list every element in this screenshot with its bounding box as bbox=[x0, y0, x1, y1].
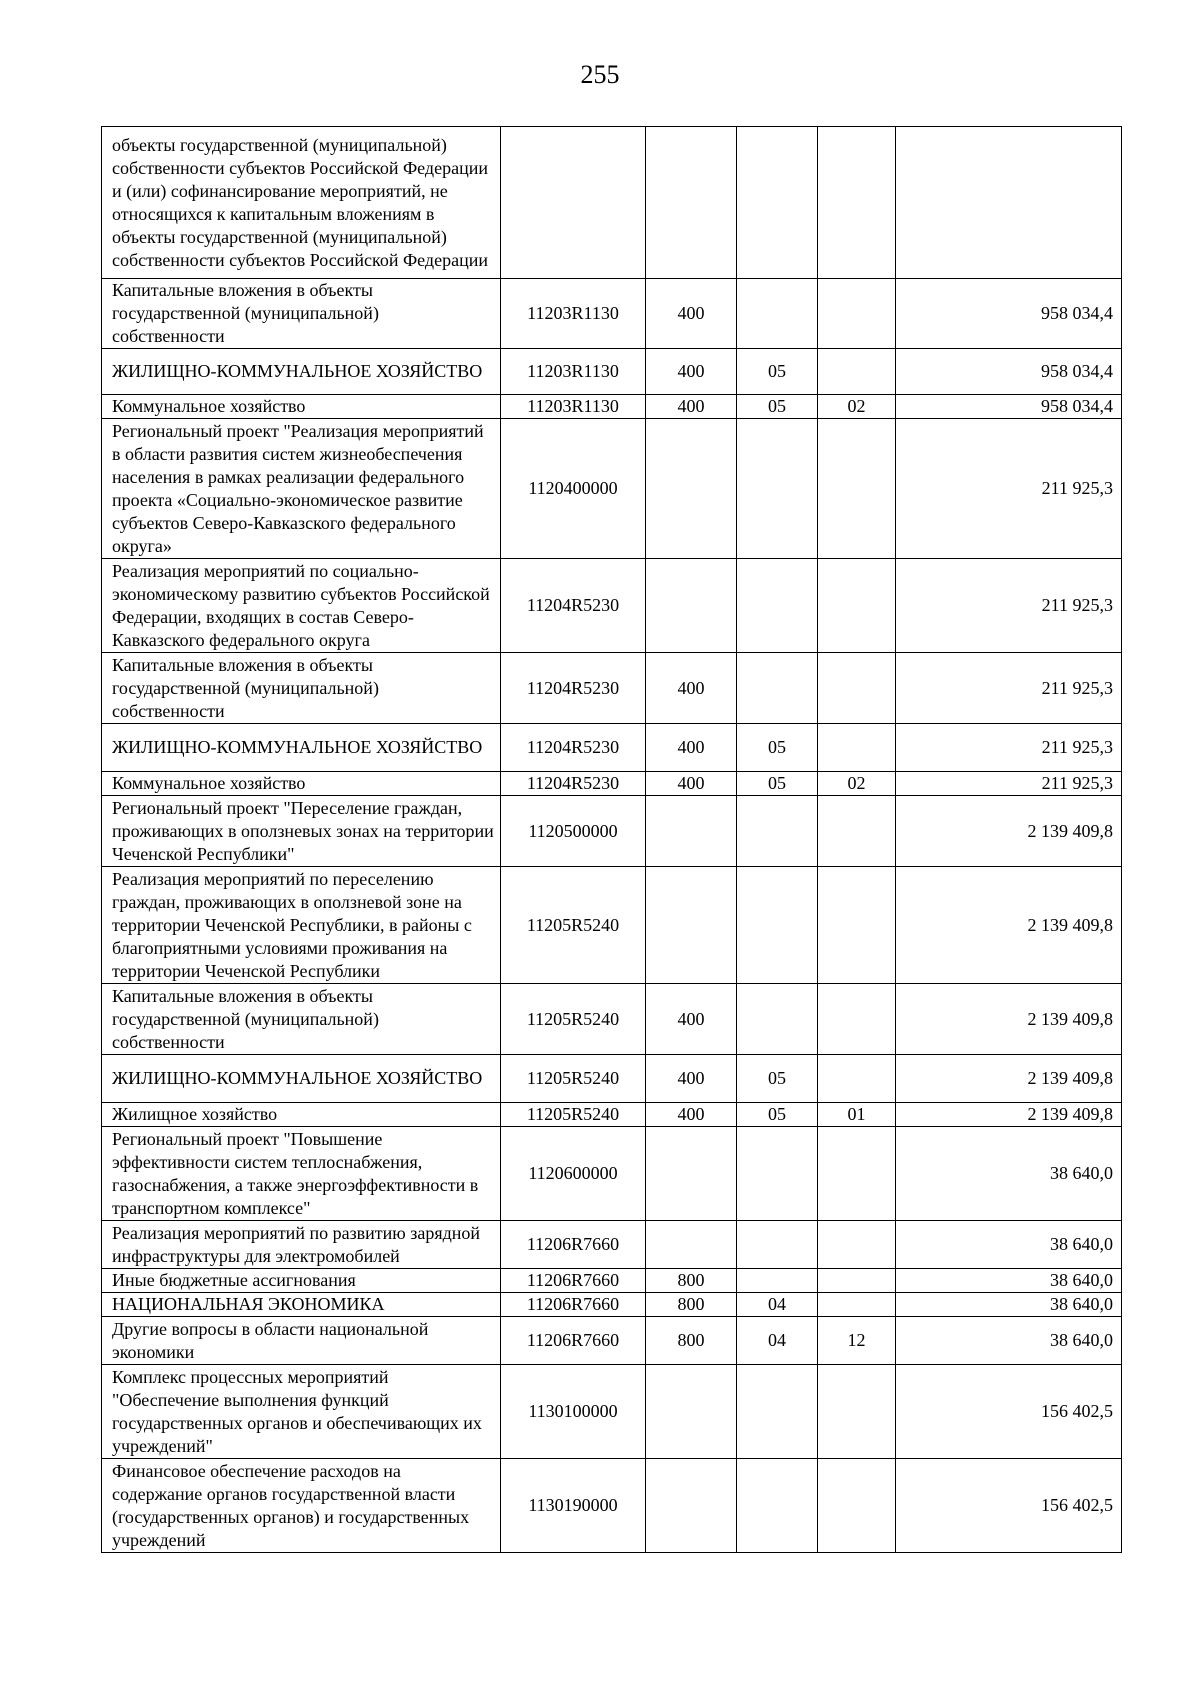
row-section bbox=[737, 1459, 818, 1553]
row-code: 11206R7660 bbox=[501, 1221, 646, 1269]
row-section bbox=[737, 1365, 818, 1459]
row-amount: 38 640,0 bbox=[896, 1221, 1122, 1269]
row-subsection bbox=[818, 1221, 896, 1269]
table-row bbox=[102, 349, 1122, 395]
row-code: 11205R5240 bbox=[501, 984, 646, 1055]
row-subsection bbox=[818, 419, 896, 559]
row-amount: 2 139 409,8 bbox=[896, 796, 1122, 867]
table-row bbox=[102, 1293, 1122, 1317]
row-name: ЖИЛИЩНО-КОММУНАЛЬНОЕ ХОЗЯЙСТВО bbox=[102, 1055, 501, 1103]
row-code: 11206R7660 bbox=[501, 1293, 646, 1317]
row-section bbox=[737, 1269, 818, 1293]
row-section: 05 bbox=[737, 724, 818, 772]
row-amount: 211 925,3 bbox=[896, 559, 1122, 653]
row-name: Комплекс процессных мероприятий "Обеспечение выполнения функций государственных органов и обеспечивающих их учреждений" bbox=[102, 1365, 501, 1459]
row-section bbox=[737, 796, 818, 867]
table-row bbox=[102, 653, 1122, 724]
row-name: Региональный проект "Повышение эффективности систем теплоснабжения, газоснабжения, а также энергоэффективности в транспортном комплексе" bbox=[102, 1127, 501, 1221]
row-code: 11205R5240 bbox=[501, 867, 646, 984]
row-amount: 211 925,3 bbox=[896, 772, 1122, 796]
row-code: 11203R1130 bbox=[501, 279, 646, 349]
row-subsection bbox=[818, 1055, 896, 1103]
row-code: 1130190000 bbox=[501, 1459, 646, 1553]
row-expense-type: 400 bbox=[646, 349, 737, 395]
row-expense-type bbox=[646, 1221, 737, 1269]
row-subsection bbox=[818, 1365, 896, 1459]
row-section bbox=[737, 419, 818, 559]
row-code: 1120400000 bbox=[501, 419, 646, 559]
table-row bbox=[102, 419, 1122, 559]
page-number: 255 bbox=[580, 60, 620, 89]
row-amount: 38 640,0 bbox=[896, 1293, 1122, 1317]
row-subsection: 02 bbox=[818, 395, 896, 419]
row-name: Коммунальное хозяйство bbox=[102, 395, 501, 419]
table-row bbox=[102, 796, 1122, 867]
row-subsection bbox=[818, 653, 896, 724]
row-subsection: 02 bbox=[818, 772, 896, 796]
row-amount: 2 139 409,8 bbox=[896, 1055, 1122, 1103]
row-subsection: 01 bbox=[818, 1103, 896, 1127]
row-subsection bbox=[818, 349, 896, 395]
row-amount: 2 139 409,8 bbox=[896, 984, 1122, 1055]
row-section: 05 bbox=[737, 1103, 818, 1127]
table-row bbox=[102, 984, 1122, 1055]
row-subsection bbox=[818, 127, 896, 279]
row-name: Капитальные вложения в объекты государственной (муниципальной) собственности bbox=[102, 653, 501, 724]
row-name: Иные бюджетные ассигнования bbox=[102, 1269, 501, 1293]
row-code: 11205R5240 bbox=[501, 1103, 646, 1127]
row-section: 05 bbox=[737, 1055, 818, 1103]
table-row bbox=[102, 1127, 1122, 1221]
row-code: 11204R5230 bbox=[501, 653, 646, 724]
row-expense-type bbox=[646, 1365, 737, 1459]
row-code: 1130100000 bbox=[501, 1365, 646, 1459]
row-subsection bbox=[818, 867, 896, 984]
row-amount: 156 402,5 bbox=[896, 1459, 1122, 1553]
row-amount: 211 925,3 bbox=[896, 724, 1122, 772]
row-code: 11204R5230 bbox=[501, 772, 646, 796]
table-row bbox=[102, 559, 1122, 653]
row-expense-type: 400 bbox=[646, 984, 737, 1055]
row-expense-type bbox=[646, 127, 737, 279]
row-code: 11203R1130 bbox=[501, 395, 646, 419]
row-section: 04 bbox=[737, 1293, 818, 1317]
row-name: Реализация мероприятий по переселению граждан, проживающих в оползневой зоне на территории Чеченской Республики, в районы с благоприятными условиями проживания на территории Чеченской Республики bbox=[102, 867, 501, 984]
row-name: Реализация мероприятий по социально-экономическому развитию субъектов Российской Федерации, входящих в состав Северо-Кавказского федерального округа bbox=[102, 559, 501, 653]
table-row bbox=[102, 1317, 1122, 1365]
row-name: ЖИЛИЩНО-КОММУНАЛЬНОЕ ХОЗЯЙСТВО bbox=[102, 349, 501, 395]
row-name: Коммунальное хозяйство bbox=[102, 772, 501, 796]
row-expense-type bbox=[646, 796, 737, 867]
row-name: Региональный проект "Переселение граждан, проживающих в оползневых зонах на территории Чеченской Республики" bbox=[102, 796, 501, 867]
row-section: 04 bbox=[737, 1317, 818, 1365]
row-section: 05 bbox=[737, 395, 818, 419]
row-name: Капитальные вложения в объекты государственной (муниципальной) собственности bbox=[102, 279, 501, 349]
budget-table-body bbox=[102, 127, 1122, 1553]
row-expense-type bbox=[646, 1459, 737, 1553]
row-amount: 38 640,0 bbox=[896, 1127, 1122, 1221]
row-amount: 2 139 409,8 bbox=[896, 1103, 1122, 1127]
row-amount bbox=[896, 127, 1122, 279]
row-code: 11203R1130 bbox=[501, 349, 646, 395]
row-name: Жилищное хозяйство bbox=[102, 1103, 501, 1127]
table-row bbox=[102, 1269, 1122, 1293]
row-name: Капитальные вложения в объекты государственной (муниципальной) собственности bbox=[102, 984, 501, 1055]
row-expense-type bbox=[646, 559, 737, 653]
row-section bbox=[737, 279, 818, 349]
table-row bbox=[102, 279, 1122, 349]
row-section: 05 bbox=[737, 349, 818, 395]
row-expense-type bbox=[646, 419, 737, 559]
row-code: 11204R5230 bbox=[501, 559, 646, 653]
table-row bbox=[102, 1221, 1122, 1269]
row-amount: 958 034,4 bbox=[896, 395, 1122, 419]
row-section bbox=[737, 653, 818, 724]
row-subsection bbox=[818, 279, 896, 349]
row-subsection: 12 bbox=[818, 1317, 896, 1365]
row-expense-type bbox=[646, 867, 737, 984]
row-section bbox=[737, 559, 818, 653]
row-amount: 958 034,4 bbox=[896, 279, 1122, 349]
row-code: 11206R7660 bbox=[501, 1269, 646, 1293]
row-section bbox=[737, 1221, 818, 1269]
row-amount: 958 034,4 bbox=[896, 349, 1122, 395]
row-name: ЖИЛИЩНО-КОММУНАЛЬНОЕ ХОЗЯЙСТВО bbox=[102, 724, 501, 772]
table-row bbox=[102, 1103, 1122, 1127]
row-name: объекты государственной (муниципальной) собственности субъектов Российской Федерации и (или) софинансирование мероприятий, не относящихся к капитальным вложениям в объекты государственной (муниципальной) собственности субъектов Российской Федерации bbox=[102, 127, 501, 279]
row-subsection bbox=[818, 724, 896, 772]
row-amount: 211 925,3 bbox=[896, 653, 1122, 724]
table-row bbox=[102, 772, 1122, 796]
row-amount: 38 640,0 bbox=[896, 1317, 1122, 1365]
row-subsection bbox=[818, 796, 896, 867]
row-subsection bbox=[818, 1127, 896, 1221]
row-subsection bbox=[818, 1293, 896, 1317]
row-expense-type: 400 bbox=[646, 395, 737, 419]
row-name: Реализация мероприятий по развитию зарядной инфраструктуры для электромобилей bbox=[102, 1221, 501, 1269]
row-section bbox=[737, 1127, 818, 1221]
row-subsection bbox=[818, 1459, 896, 1553]
table-row bbox=[102, 1459, 1122, 1553]
row-name: НАЦИОНАЛЬНАЯ ЭКОНОМИКА bbox=[102, 1293, 501, 1317]
row-code bbox=[501, 127, 646, 279]
row-expense-type: 400 bbox=[646, 279, 737, 349]
row-expense-type: 800 bbox=[646, 1317, 737, 1365]
row-amount: 38 640,0 bbox=[896, 1269, 1122, 1293]
table-row bbox=[102, 724, 1122, 772]
row-section bbox=[737, 127, 818, 279]
table-row bbox=[102, 867, 1122, 984]
row-code: 1120600000 bbox=[501, 1127, 646, 1221]
row-subsection bbox=[818, 984, 896, 1055]
row-code: 11205R5240 bbox=[501, 1055, 646, 1103]
row-expense-type: 400 bbox=[646, 653, 737, 724]
row-name: Другие вопросы в области национальной экономики bbox=[102, 1317, 501, 1365]
row-expense-type: 400 bbox=[646, 724, 737, 772]
row-amount: 211 925,3 bbox=[896, 419, 1122, 559]
row-expense-type: 800 bbox=[646, 1269, 737, 1293]
row-code: 11206R7660 bbox=[501, 1317, 646, 1365]
row-subsection bbox=[818, 559, 896, 653]
budget-table bbox=[101, 126, 1122, 1553]
row-amount: 156 402,5 bbox=[896, 1365, 1122, 1459]
row-section bbox=[737, 984, 818, 1055]
row-name: Региональный проект "Реализация мероприятий в области развития систем жизнеобеспечения населения в рамках реализации федерального проекта «Социально-экономическое развитие субъектов Северо-Кавказского федерального округа» bbox=[102, 419, 501, 559]
row-expense-type: 400 bbox=[646, 772, 737, 796]
row-section bbox=[737, 867, 818, 984]
row-name: Финансовое обеспечение расходов на содержание органов государственной власти (государственных органов) и государственных учреждений bbox=[102, 1459, 501, 1553]
row-subsection bbox=[818, 1269, 896, 1293]
table-row bbox=[102, 1365, 1122, 1459]
row-code: 11204R5230 bbox=[501, 724, 646, 772]
table-row bbox=[102, 395, 1122, 419]
row-expense-type: 400 bbox=[646, 1055, 737, 1103]
table-row bbox=[102, 1055, 1122, 1103]
row-expense-type: 800 bbox=[646, 1293, 737, 1317]
row-amount: 2 139 409,8 bbox=[896, 867, 1122, 984]
table-row bbox=[102, 127, 1122, 279]
row-section: 05 bbox=[737, 772, 818, 796]
row-expense-type bbox=[646, 1127, 737, 1221]
row-code: 1120500000 bbox=[501, 796, 646, 867]
row-expense-type: 400 bbox=[646, 1103, 737, 1127]
